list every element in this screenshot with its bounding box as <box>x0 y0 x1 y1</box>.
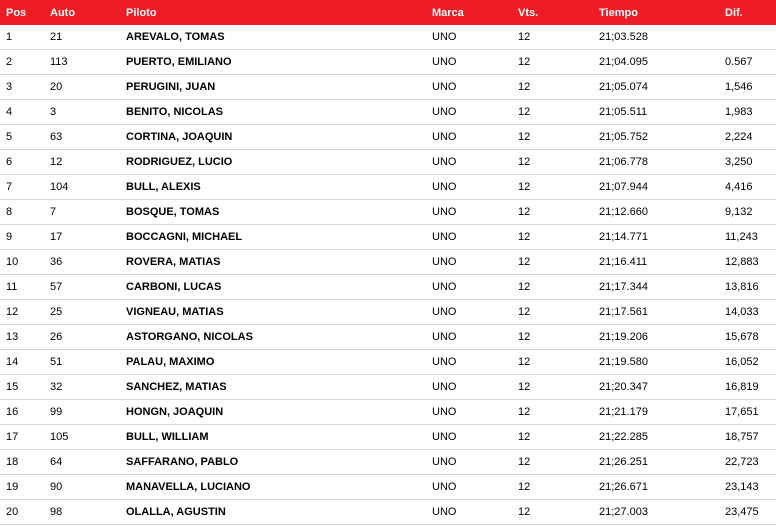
cell-pos: 13 <box>0 325 44 350</box>
cell-marca: UNO <box>426 300 512 325</box>
cell-piloto: VIGNEAU, MATIAS <box>120 300 426 325</box>
cell-pos: 10 <box>0 250 44 275</box>
cell-marca: UNO <box>426 150 512 175</box>
cell-marca: UNO <box>426 450 512 475</box>
column-header-vts: Vts. <box>512 0 593 25</box>
cell-auto: 113 <box>44 50 120 75</box>
cell-pos: 19 <box>0 475 44 500</box>
cell-tiempo: 21;05.511 <box>593 100 719 125</box>
cell-piloto: CARBONI, LUCAS <box>120 275 426 300</box>
cell-auto: 104 <box>44 175 120 200</box>
cell-vts: 12 <box>512 125 593 150</box>
cell-dif: 13,816 <box>719 275 776 300</box>
cell-dif: 22,723 <box>719 450 776 475</box>
cell-pos: 7 <box>0 175 44 200</box>
cell-vts: 12 <box>512 250 593 275</box>
cell-vts: 12 <box>512 275 593 300</box>
table-row <box>0 25 776 50</box>
column-header-marca: Marca <box>426 0 512 25</box>
cell-vts: 12 <box>512 200 593 225</box>
cell-auto: 99 <box>44 400 120 425</box>
cell-vts: 12 <box>512 25 593 50</box>
cell-vts: 12 <box>512 350 593 375</box>
table-row <box>0 425 776 450</box>
cell-tiempo: 21;17.344 <box>593 275 719 300</box>
cell-pos: 4 <box>0 100 44 125</box>
cell-auto: 7 <box>44 200 120 225</box>
cell-tiempo: 21;20.347 <box>593 375 719 400</box>
cell-auto: 26 <box>44 325 120 350</box>
cell-tiempo: 21;06.778 <box>593 150 719 175</box>
cell-piloto: SAFFARANO, PABLO <box>120 450 426 475</box>
cell-tiempo: 21;26.251 <box>593 450 719 475</box>
cell-pos: 12 <box>0 300 44 325</box>
cell-vts: 12 <box>512 375 593 400</box>
table-row <box>0 300 776 325</box>
cell-piloto: PALAU, MAXIMO <box>120 350 426 375</box>
cell-auto: 36 <box>44 250 120 275</box>
table-row <box>0 50 776 75</box>
cell-dif: 23,475 <box>719 500 776 525</box>
cell-piloto: MANAVELLA, LUCIANO <box>120 475 426 500</box>
cell-piloto: RODRIGUEZ, LUCIO <box>120 150 426 175</box>
cell-pos: 17 <box>0 425 44 450</box>
cell-tiempo: 21;19.580 <box>593 350 719 375</box>
table-header <box>0 0 776 25</box>
column-header-auto: Auto <box>44 0 120 25</box>
table-row <box>0 250 776 275</box>
cell-auto: 63 <box>44 125 120 150</box>
cell-tiempo: 21;14.771 <box>593 225 719 250</box>
cell-marca: UNO <box>426 475 512 500</box>
cell-pos: 11 <box>0 275 44 300</box>
cell-auto: 98 <box>44 500 120 525</box>
table-row <box>0 75 776 100</box>
cell-tiempo: 21;12.660 <box>593 200 719 225</box>
cell-tiempo: 21;04.095 <box>593 50 719 75</box>
cell-piloto: SANCHEZ, MATIAS <box>120 375 426 400</box>
cell-tiempo: 21;05.752 <box>593 125 719 150</box>
cell-marca: UNO <box>426 325 512 350</box>
cell-dif: 1,546 <box>719 75 776 100</box>
cell-marca: UNO <box>426 175 512 200</box>
cell-tiempo: 21;17.561 <box>593 300 719 325</box>
cell-tiempo: 21;16.411 <box>593 250 719 275</box>
cell-dif: 16,052 <box>719 350 776 375</box>
table-row <box>0 325 776 350</box>
table-row <box>0 375 776 400</box>
cell-auto: 25 <box>44 300 120 325</box>
cell-vts: 12 <box>512 50 593 75</box>
cell-marca: UNO <box>426 50 512 75</box>
cell-dif: 4,416 <box>719 175 776 200</box>
cell-dif: 14,033 <box>719 300 776 325</box>
cell-pos: 6 <box>0 150 44 175</box>
cell-marca: UNO <box>426 350 512 375</box>
cell-piloto: ASTORGANO, NICOLAS <box>120 325 426 350</box>
table-row <box>0 200 776 225</box>
cell-dif: 16,819 <box>719 375 776 400</box>
column-header-dif: Dif. <box>719 0 776 25</box>
cell-dif: 11,243 <box>719 225 776 250</box>
table-header-row <box>0 0 776 25</box>
cell-pos: 9 <box>0 225 44 250</box>
cell-auto: 90 <box>44 475 120 500</box>
cell-pos: 3 <box>0 75 44 100</box>
table-row <box>0 100 776 125</box>
cell-piloto: OLALLA, AGUSTIN <box>120 500 426 525</box>
cell-marca: UNO <box>426 200 512 225</box>
cell-vts: 12 <box>512 400 593 425</box>
table-row <box>0 350 776 375</box>
cell-vts: 12 <box>512 175 593 200</box>
cell-marca: UNO <box>426 250 512 275</box>
table-row <box>0 450 776 475</box>
cell-vts: 12 <box>512 500 593 525</box>
cell-pos: 16 <box>0 400 44 425</box>
cell-piloto: PERUGINI, JUAN <box>120 75 426 100</box>
cell-dif: 12,883 <box>719 250 776 275</box>
cell-auto: 20 <box>44 75 120 100</box>
cell-dif: 0.567 <box>719 50 776 75</box>
cell-marca: UNO <box>426 400 512 425</box>
cell-tiempo: 21;07.944 <box>593 175 719 200</box>
table-row <box>0 475 776 500</box>
cell-dif: 15,678 <box>719 325 776 350</box>
cell-tiempo: 21;21.179 <box>593 400 719 425</box>
cell-marca: UNO <box>426 100 512 125</box>
cell-marca: UNO <box>426 25 512 50</box>
cell-marca: UNO <box>426 125 512 150</box>
cell-tiempo: 21;19.206 <box>593 325 719 350</box>
cell-vts: 12 <box>512 475 593 500</box>
cell-tiempo: 21;03.528 <box>593 25 719 50</box>
table-row <box>0 400 776 425</box>
cell-piloto: PUERTO, EMILIANO <box>120 50 426 75</box>
cell-dif: 23,143 <box>719 475 776 500</box>
cell-pos: 1 <box>0 25 44 50</box>
cell-piloto: HONGN, JOAQUIN <box>120 400 426 425</box>
cell-vts: 12 <box>512 450 593 475</box>
cell-dif: 2,224 <box>719 125 776 150</box>
table-row <box>0 125 776 150</box>
cell-marca: UNO <box>426 75 512 100</box>
cell-pos: 5 <box>0 125 44 150</box>
cell-auto: 32 <box>44 375 120 400</box>
cell-auto: 64 <box>44 450 120 475</box>
cell-vts: 12 <box>512 325 593 350</box>
cell-piloto: CORTINA, JOAQUIN <box>120 125 426 150</box>
cell-dif <box>719 25 776 50</box>
column-header-piloto: Piloto <box>120 0 426 25</box>
cell-dif: 1,983 <box>719 100 776 125</box>
cell-tiempo: 21;05.074 <box>593 75 719 100</box>
cell-piloto: BOSQUE, TOMAS <box>120 200 426 225</box>
table-row <box>0 275 776 300</box>
cell-pos: 8 <box>0 200 44 225</box>
cell-tiempo: 21;27.003 <box>593 500 719 525</box>
cell-pos: 14 <box>0 350 44 375</box>
cell-auto: 105 <box>44 425 120 450</box>
cell-tiempo: 21;22.285 <box>593 425 719 450</box>
table-row <box>0 500 776 525</box>
cell-auto: 21 <box>44 25 120 50</box>
cell-auto: 57 <box>44 275 120 300</box>
cell-pos: 15 <box>0 375 44 400</box>
cell-marca: UNO <box>426 500 512 525</box>
table-row <box>0 175 776 200</box>
cell-marca: UNO <box>426 225 512 250</box>
cell-auto: 17 <box>44 225 120 250</box>
cell-dif: 17,651 <box>719 400 776 425</box>
cell-marca: UNO <box>426 375 512 400</box>
cell-vts: 12 <box>512 150 593 175</box>
cell-marca: UNO <box>426 275 512 300</box>
column-header-pos: Pos <box>0 0 44 25</box>
column-header-tiempo: Tiempo <box>593 0 719 25</box>
cell-vts: 12 <box>512 300 593 325</box>
cell-tiempo: 21;26.671 <box>593 475 719 500</box>
cell-piloto: ROVERA, MATIAS <box>120 250 426 275</box>
table-row <box>0 150 776 175</box>
table-body <box>0 25 776 525</box>
cell-vts: 12 <box>512 425 593 450</box>
cell-piloto: AREVALO, TOMAS <box>120 25 426 50</box>
cell-vts: 12 <box>512 100 593 125</box>
cell-piloto: BOCCAGNI, MICHAEL <box>120 225 426 250</box>
cell-pos: 2 <box>0 50 44 75</box>
cell-piloto: BULL, ALEXIS <box>120 175 426 200</box>
cell-auto: 3 <box>44 100 120 125</box>
cell-dif: 18,757 <box>719 425 776 450</box>
cell-piloto: BULL, WILLIAM <box>120 425 426 450</box>
cell-dif: 9,132 <box>719 200 776 225</box>
cell-dif: 3,250 <box>719 150 776 175</box>
cell-pos: 20 <box>0 500 44 525</box>
table-row <box>0 225 776 250</box>
cell-vts: 12 <box>512 75 593 100</box>
cell-piloto: BENITO, NICOLAS <box>120 100 426 125</box>
cell-pos: 18 <box>0 450 44 475</box>
cell-marca: UNO <box>426 425 512 450</box>
cell-vts: 12 <box>512 225 593 250</box>
cell-auto: 12 <box>44 150 120 175</box>
cell-auto: 51 <box>44 350 120 375</box>
